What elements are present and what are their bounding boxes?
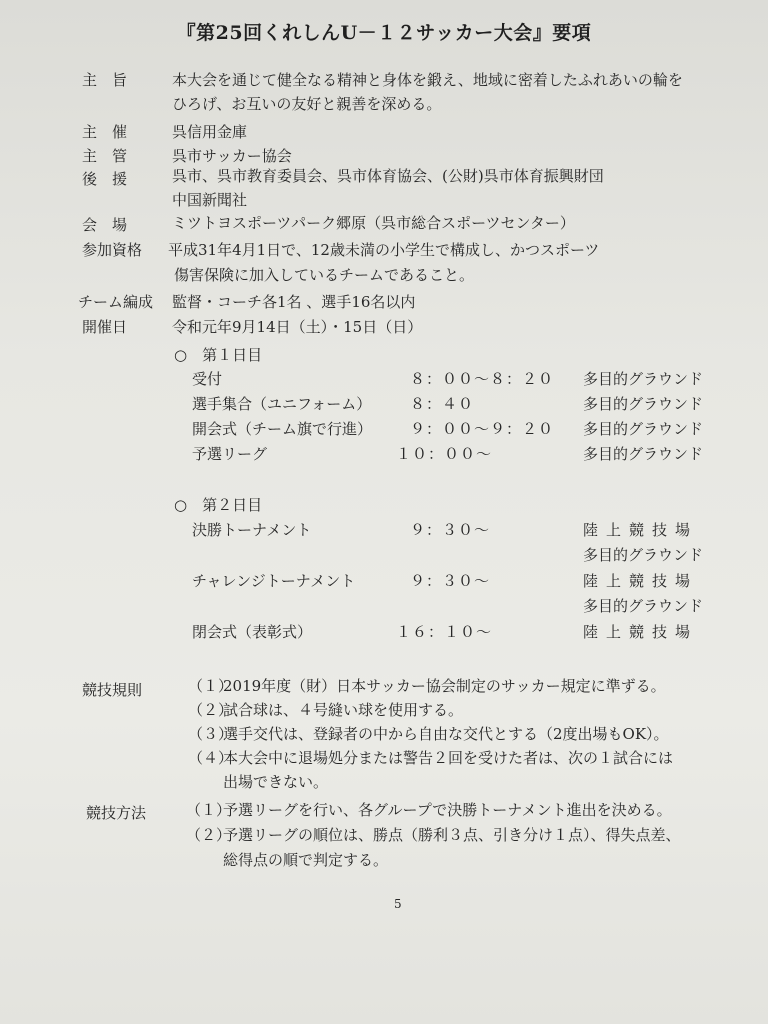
day1-event: 選手集合（ユニフォーム） (192, 395, 372, 413)
day1-place: 多目的グラウンド (583, 445, 704, 463)
purpose-label: 主 旨 (82, 71, 128, 89)
support-line-1: 呉市、呉市教育委員会、呉市体育協会、(公財)呉市体育振興財団 (172, 167, 604, 185)
venue-label: 会 場 (82, 216, 128, 234)
day2-place-secondary: 多目的グラウンド (583, 546, 704, 564)
day1-place: 多目的グラウンド (583, 395, 704, 413)
rules-text: 選手交代は、登録者の中から自由な交代とする（2度出場もOK）。 (223, 725, 669, 743)
rules-number: （２） (188, 701, 234, 719)
day1-time: ９：００～９：２０ (410, 420, 555, 438)
rules-text-continued: 出場できない。 (223, 773, 329, 791)
day2-header: ○ 第２日目 (174, 496, 263, 514)
method-text: 予選リーグの順位は、勝点（勝利３点、引き分け１点）、得失点差、 (223, 826, 681, 844)
management-label: 主 管 (82, 147, 128, 165)
day2-place: 陸上競技場 (583, 623, 699, 641)
page-number: 5 (394, 897, 402, 911)
rules-number: （１） (188, 677, 234, 695)
support-label: 後 援 (82, 170, 128, 188)
day2-event: 決勝トーナメント (192, 521, 312, 539)
support-line-2: 中国新聞社 (172, 191, 248, 209)
day1-place: 多目的グラウンド (583, 420, 704, 438)
day1-time: ８：００～８：２０ (410, 370, 555, 388)
eligibility-label: 参加資格 (82, 241, 143, 259)
day2-place: 陸上競技場 (583, 521, 699, 539)
day2-time: ９：３０～ (410, 572, 491, 590)
day2-event: 閉会式（表彰式） (192, 623, 313, 641)
organizer-label: 主 催 (82, 123, 128, 141)
rules-label: 競技規則 (82, 681, 143, 699)
rules-number: （４） (188, 749, 234, 767)
team-value: 監督・コーチ各1名 、選手16名以内 (172, 293, 416, 311)
day1-event: 開会式（チーム旗で行進） (192, 420, 373, 438)
day2-place: 陸上競技場 (583, 572, 699, 590)
rules-number: （３） (188, 725, 234, 743)
method-label: 競技方法 (86, 804, 147, 822)
eligibility-line-1: 平成31年4月1日で、12歳未満の小学生で構成し、かつスポーツ (168, 241, 600, 259)
date-value: 令和元年9月14日（土）・15日（日） (172, 318, 423, 336)
day1-header: ○ 第１日目 (174, 346, 263, 364)
method-text: 予選リーグを行い、各グループで決勝トーナメント進出を決める。 (223, 801, 672, 819)
purpose-line-1: 本大会を通じて健全なる精神と身体を鍛え、地域に密着したふれあいの輪を (172, 71, 683, 89)
document-title: 『第25回くれしんU－１２サッカー大会』要項 (176, 22, 592, 44)
purpose-line-2: ひろげ、お互いの友好と親善を深める。 (172, 95, 442, 113)
team-label: チーム編成 (78, 293, 154, 311)
day2-place-secondary: 多目的グラウンド (583, 597, 704, 615)
day1-time: ８：４０ (410, 395, 475, 413)
rules-text: 2019年度（財）日本サッカー協会制定のサッカー規定に準ずる。 (223, 677, 666, 695)
organizer-value: 呉信用金庫 (172, 123, 248, 141)
method-number: （１） (186, 801, 232, 819)
venue-value: ミツトヨスポーツパーク郷原（呉市総合スポーツセンター） (172, 214, 575, 232)
rules-text: 本大会中に退場処分または警告２回を受けた者は、次の１試合には (223, 749, 674, 767)
date-label: 開催日 (82, 318, 128, 336)
eligibility-line-2: 傷害保険に加入しているチームであること。 (174, 266, 475, 284)
day2-time: １６：１０～ (396, 623, 493, 641)
day2-time: ９：３０～ (410, 521, 491, 539)
day1-place: 多目的グラウンド (583, 370, 704, 388)
method-text-continued: 総得点の順で判定する。 (223, 851, 389, 869)
day1-event: 受付 (192, 370, 223, 388)
day1-event: 予選リーグ (192, 445, 268, 463)
management-value: 呉市サッカー協会 (172, 147, 292, 165)
day2-event: チャレンジトーナメント (192, 572, 356, 590)
method-number: （２） (186, 826, 232, 844)
rules-text: 試合球は、４号縫い球を使用する。 (223, 701, 464, 719)
day1-time: １０：００～ (396, 445, 493, 463)
